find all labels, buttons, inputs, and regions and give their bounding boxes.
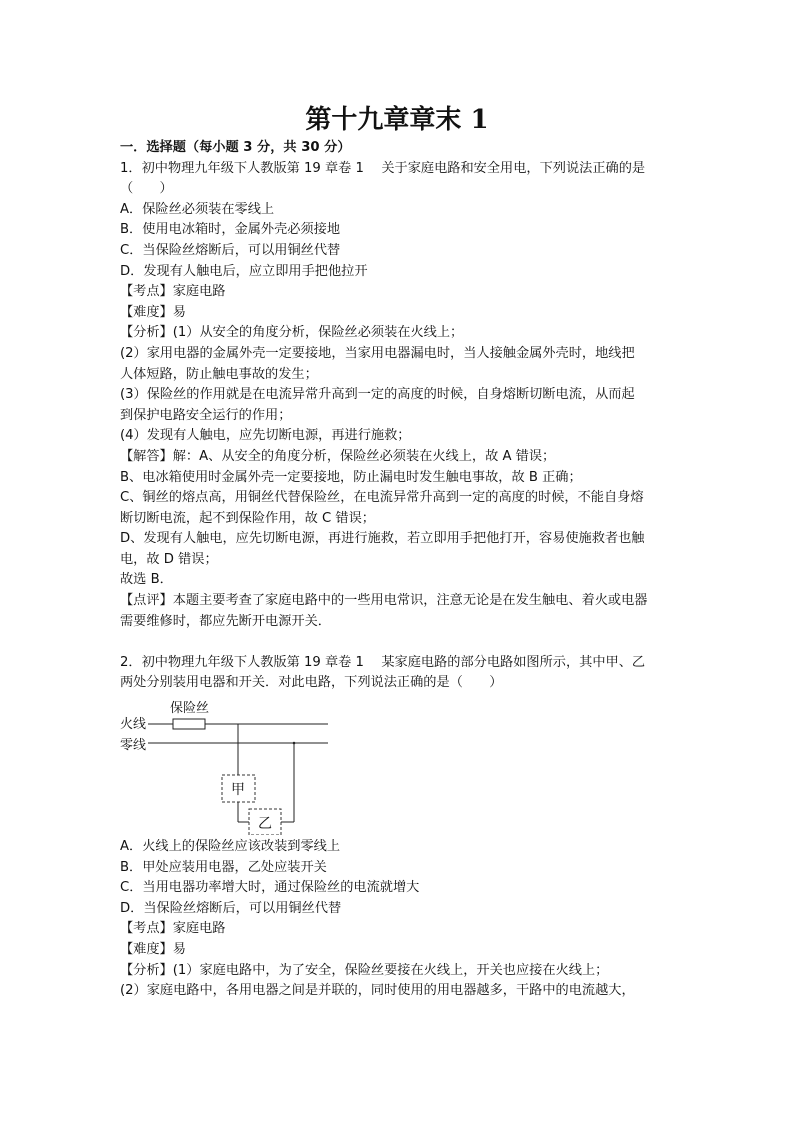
- q2-stem-line-2: 两处分别装用电器和开关．对此电路，下列说法正确的是（ ）: [120, 675, 503, 691]
- q1-kaodian: 【考点】家庭电路: [120, 284, 226, 300]
- q1-answer-line: D、发现有人触电，应先切断电源，再进行施救，若立即用手把他打开，容易使施救者也触: [120, 531, 645, 547]
- document-title: 第十九章章末 1: [305, 105, 489, 135]
- box-b-label: 乙: [258, 816, 272, 833]
- q2-analysis-line: (2）家庭电路中，各用电器之间是并联的，同时使用的用电器越多，干路中的电流越大，: [120, 983, 635, 999]
- q1-answer-line: C、铜丝的熔点高，用铜丝代替保险丝，在电流异常升高到一定的高度的时候，不能自身熔: [120, 490, 644, 506]
- document-body: [120, 138, 680, 1002]
- live-wire-label: 火线: [120, 717, 147, 733]
- q1-analysis-line: (3）保险丝的作用就是在电流异常升高到一定的高度的时候，自身熔断切断电流，从而起: [120, 387, 635, 403]
- q1-analysis-line: (2）家用电器的金属外壳一定要接地，当家用电器漏电时，当人接触金属外壳时，地线把: [120, 345, 635, 361]
- section-heading: 一．选择题（每小题 3 分，共 30 分）: [120, 140, 351, 155]
- q2-option-a: A．火线上的保险丝应该改装到零线上: [120, 839, 341, 855]
- q1-option-a: A．保险丝必须装在零线上: [120, 201, 275, 217]
- fuse-symbol: [173, 719, 205, 729]
- q1-comment-line: 需要维修时，都应先断开电源开关．: [120, 613, 331, 629]
- spacer: [120, 632, 680, 653]
- q1-analysis-line: (4）发现有人触电，应先切断电源，再进行施救；: [120, 428, 411, 444]
- q1-option-d: D．发现有人触电后，应立即用手把他拉开: [120, 263, 368, 279]
- q1-answer-line: 电，故 D 错误；: [120, 551, 218, 567]
- q1-comment-line: 【点评】本题主要考查了家庭电路中的一些用电常识，注意无论是在发生触电、着火或电器: [120, 593, 648, 609]
- q1-stem-line-1: 1．初中物理九年级下人教版第 19 章卷 1 关于家庭电路和安全用电，下列说法正确的是: [120, 160, 646, 176]
- q2-option-d: D．当保险丝熔断后，可以用铜丝代替: [120, 900, 342, 916]
- q1-answer-line: B、电冰箱使用时金属外壳一定要接地，防止漏电时发生触电事故，故 B 正确；: [120, 469, 582, 485]
- q2-kaodian: 【考点】家庭电路: [120, 921, 226, 937]
- junction-dot: [293, 742, 296, 745]
- q2-option-b: B．甲处应装用电器，乙处应装开关: [120, 859, 327, 875]
- q2-analysis-line: 【分析】(1）家庭电路中，为了安全，保险丝要接在火线上，开关也应接在火线上；: [120, 962, 609, 978]
- q1-option-b: B．使用电冰箱时，金属外壳必须接地: [120, 222, 341, 238]
- q1-analysis-line: 【分析】(1）从安全的角度分析，保险丝必须装在火线上；: [120, 325, 464, 341]
- q1-option-c: C．当保险丝熔断后，可以用铜丝代替: [120, 242, 341, 258]
- neutral-wire-label: 零线: [120, 738, 147, 754]
- q1-analysis-line: 到保护电路安全运行的作用；: [120, 407, 292, 423]
- q1-answer-line: 故选 B．: [120, 572, 173, 588]
- q2-nandu: 【难度】易: [120, 942, 186, 957]
- circuit-diagram: [118, 697, 358, 835]
- q1-answer-line: 【解答】解：A、从安全的角度分析，保险丝必须装在火线上，故 A 错误；: [120, 448, 556, 464]
- q1-stem-line-2: （ ）: [120, 181, 173, 197]
- q2-option-c: C．当用电器功率增大时，通过保险丝的电流就增大: [120, 880, 420, 896]
- q1-nandu: 【难度】易: [120, 304, 186, 320]
- q1-analysis-line: 人体短路，防止触电事故的发生；: [120, 366, 318, 382]
- box-a-label: 甲: [231, 782, 245, 799]
- q2-stem-line-1: 2．初中物理九年级下人教版第 19 章卷 1 某家庭电路的部分电路如图所示，其中甲、乙: [120, 654, 646, 670]
- fuse-label: 保险丝: [170, 701, 210, 717]
- q1-answer-line: 断切断电流，起不到保险作用，故 C 错误；: [120, 510, 375, 526]
